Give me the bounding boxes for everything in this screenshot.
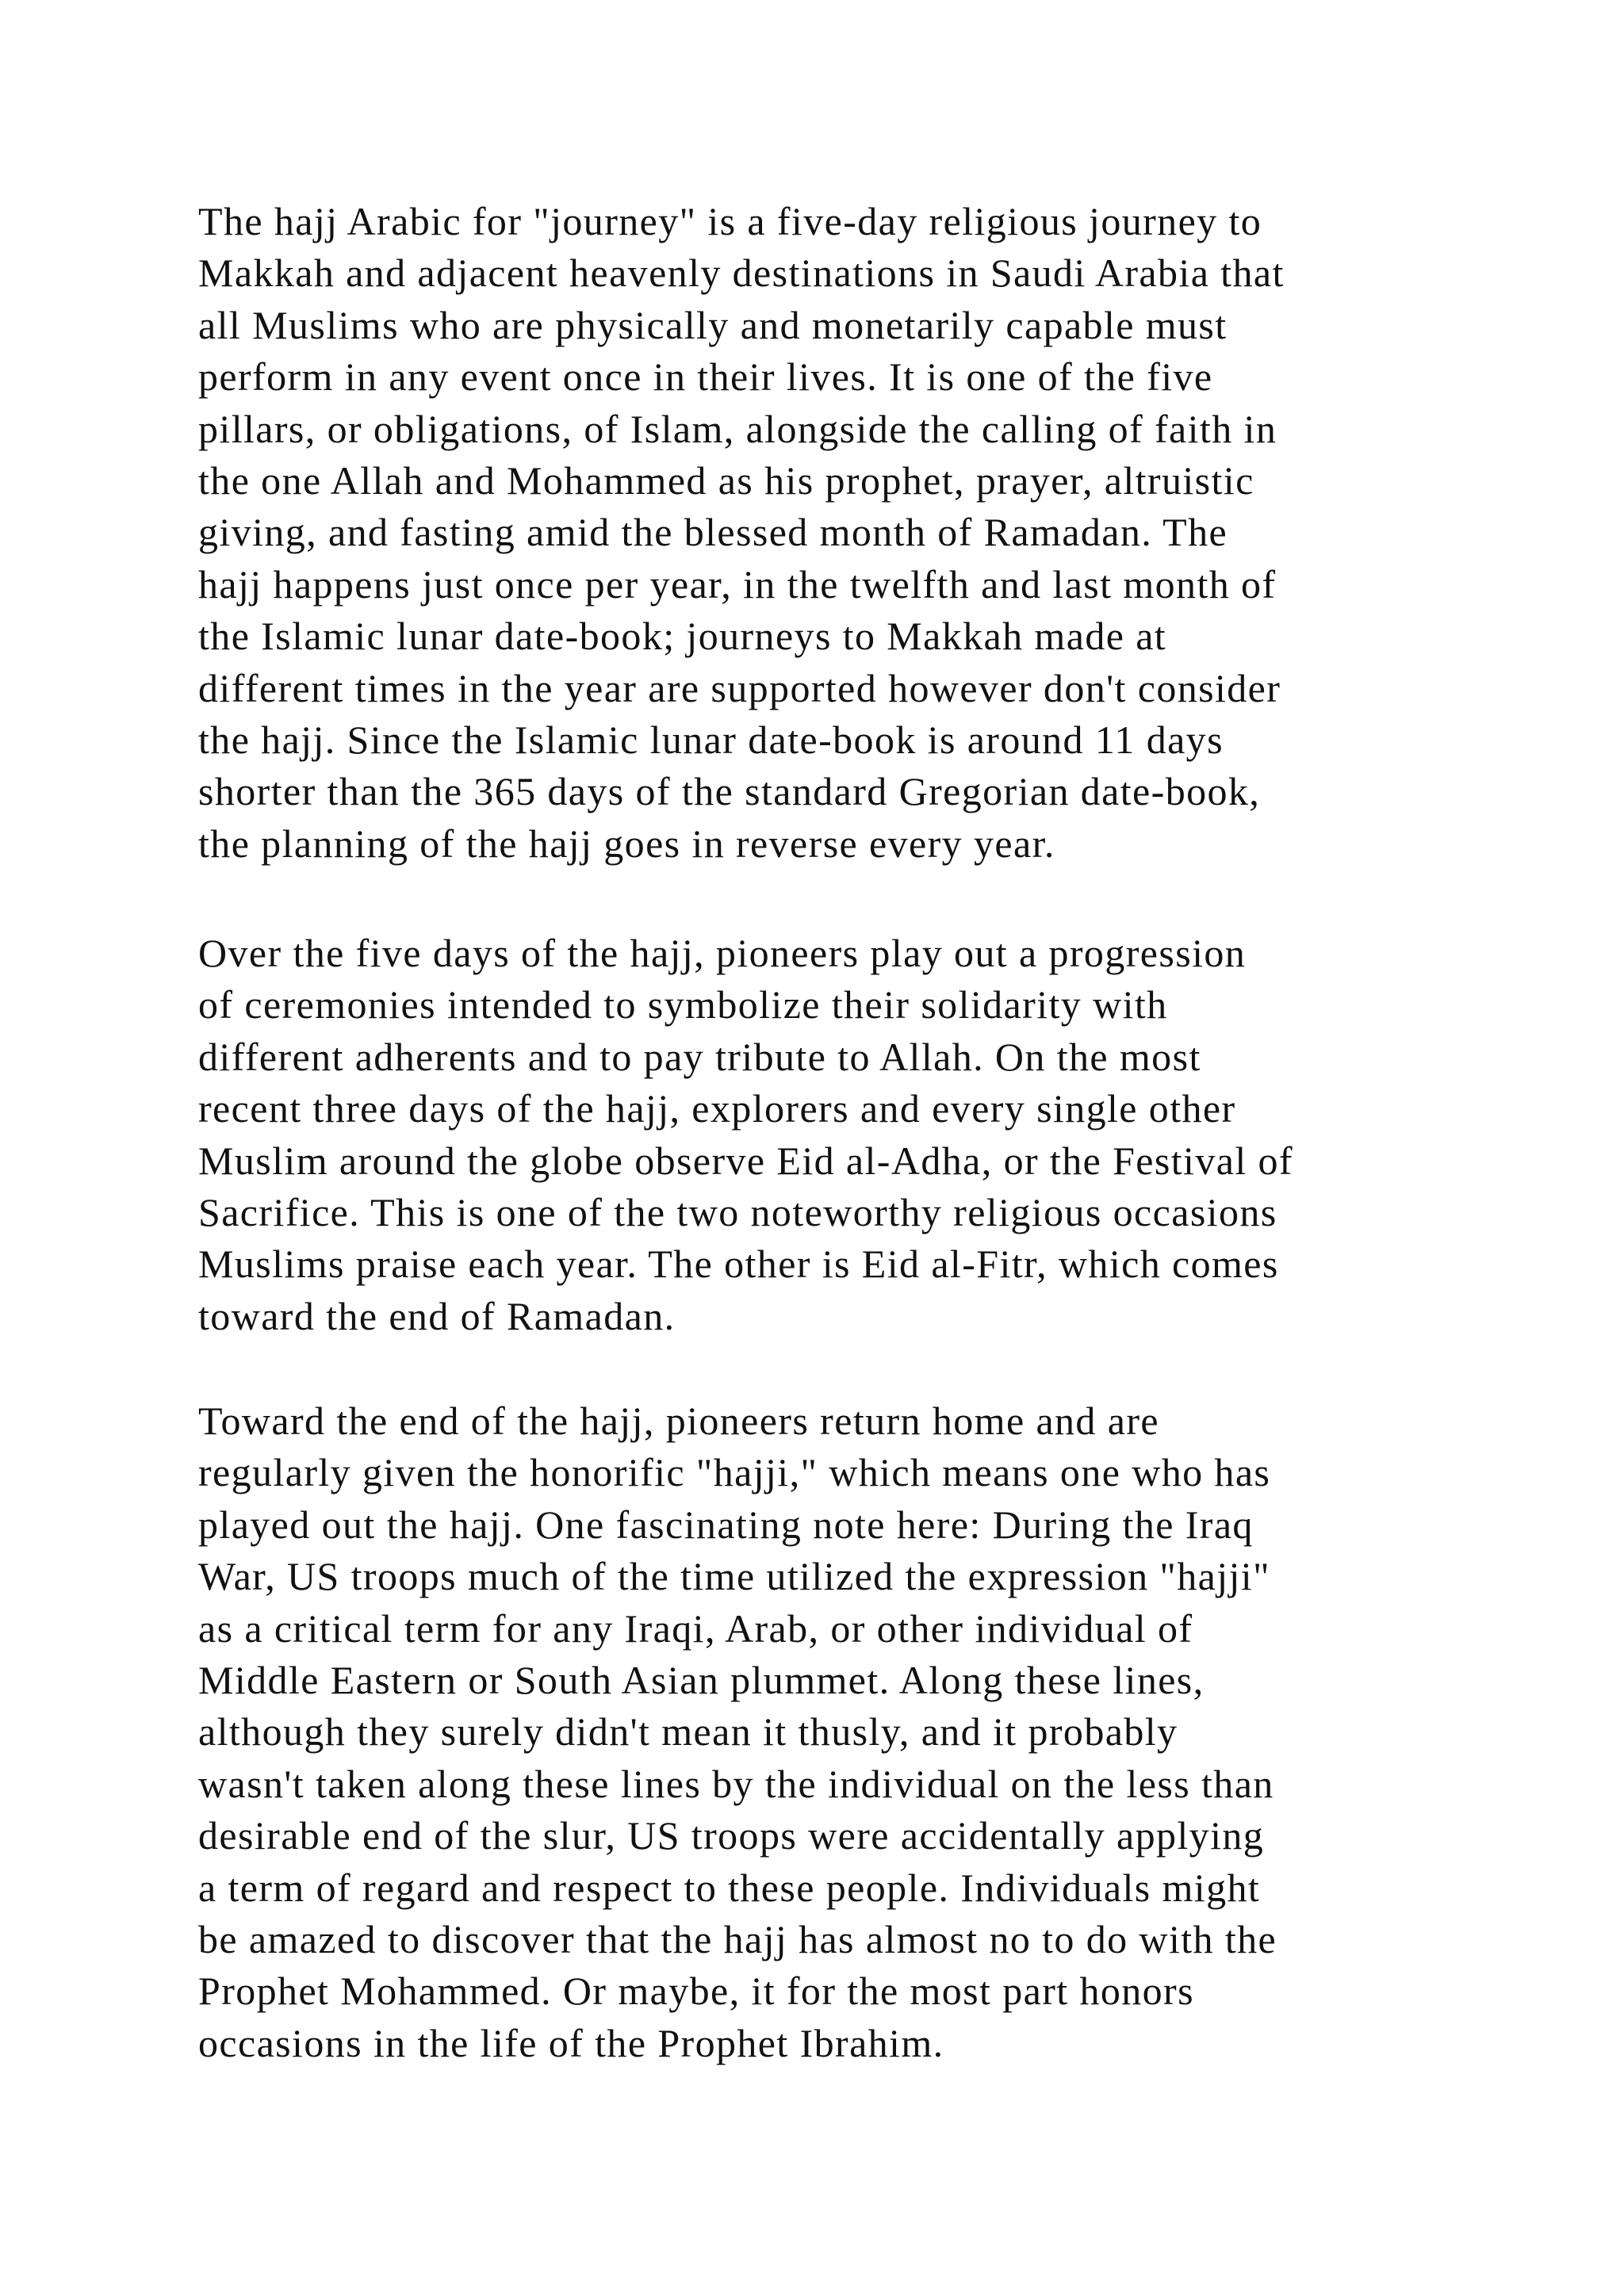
text-line: hajj happens just once per year, in the twelfth and last month of <box>198 561 1277 607</box>
text-line: regularly given the honorific "hajji," which means one who has <box>198 1450 1271 1495</box>
text-line: desirable end of the slur, US troops were accidentally applying <box>198 1813 1265 1858</box>
text-line: different adherents and to pay tribute to Allah. On the most <box>198 1034 1201 1079</box>
text-line: the Islamic lunar date-book; journeys to Makkah made at <box>198 614 1167 659</box>
paragraph-hajj-ceremonies <box>198 928 1451 1342</box>
text-line: giving, and fasting amid the blessed month of Ramadan. The <box>198 510 1228 555</box>
text-line: although they surely didn't mean it thusly, and it probably <box>198 1709 1178 1755</box>
text-line: the one Allah and Mohammed as his prophet, prayer, altruistic <box>198 458 1254 503</box>
text-line: Makkah and adjacent heavenly destinations in Saudi Arabia that <box>198 251 1285 296</box>
text-line: different times in the year are supported however don't consider <box>198 665 1281 710</box>
paragraph-hajj-intro <box>198 196 1451 870</box>
text-line: played out the hajj. One fascinating note here: During the Iraq <box>198 1502 1254 1547</box>
text-line: The hajj Arabic for "journey" is a five-day religious journey to <box>198 199 1262 243</box>
text-line: wasn't taken along these lines by the individual on the less than <box>198 1761 1274 1806</box>
text-line: toward the end of Ramadan. <box>198 1293 676 1338</box>
text-line: of ceremonies intended to symbolize their solidarity with <box>198 982 1168 1027</box>
text-line: Prophet Mohammed. Or maybe, it for the most part honors <box>198 1969 1194 2014</box>
text-line: pillars, or obligations, of Islam, alongside the calling of faith in <box>198 406 1277 451</box>
text-line: Toward the end of the hajj, pioneers return home and are <box>198 1399 1159 1443</box>
text-line: War, US troops much of the time utilized the expression "hajji" <box>198 1554 1270 1599</box>
text-line: the planning of the hajj goes in reverse every year. <box>198 821 1055 866</box>
text-line: Over the five days of the hajj, pioneers play out a progression <box>198 931 1247 975</box>
paragraph-hajji-honorific <box>198 1395 1451 2069</box>
text-line: all Muslims who are physically and monetarily capable must <box>198 302 1228 347</box>
text-line: shorter than the 365 days of the standard Gregorian date-book, <box>198 769 1261 814</box>
text-line: occasions in the life of the Prophet Ibrahim. <box>198 2020 944 2065</box>
text-line: Muslims praise each year. The other is Eid al-Fitr, which comes <box>198 1242 1279 1287</box>
text-line: be amazed to discover that the hajj has almost no to do with the <box>198 1917 1277 1962</box>
text-line: a term of regard and respect to these people. Individuals might <box>198 1865 1261 1910</box>
text-line: perform in any event once in their lives. It is one of the five <box>198 354 1213 400</box>
text-line: Sacrifice. This is one of the two noteworthy religious occasions <box>198 1190 1277 1235</box>
text-line: recent three days of the hajj, explorers and every single other <box>198 1086 1236 1131</box>
text-line: Muslim around the globe observe Eid al-Adha, or the Festival of <box>198 1138 1293 1183</box>
text-line: the hajj. Since the Islamic lunar date-book is around 11 days <box>198 718 1224 763</box>
text-line: as a critical term for any Iraqi, Arab, or other individual of <box>198 1605 1193 1651</box>
text-line: Middle Eastern or South Asian plummet. Along these lines, <box>198 1658 1205 1703</box>
